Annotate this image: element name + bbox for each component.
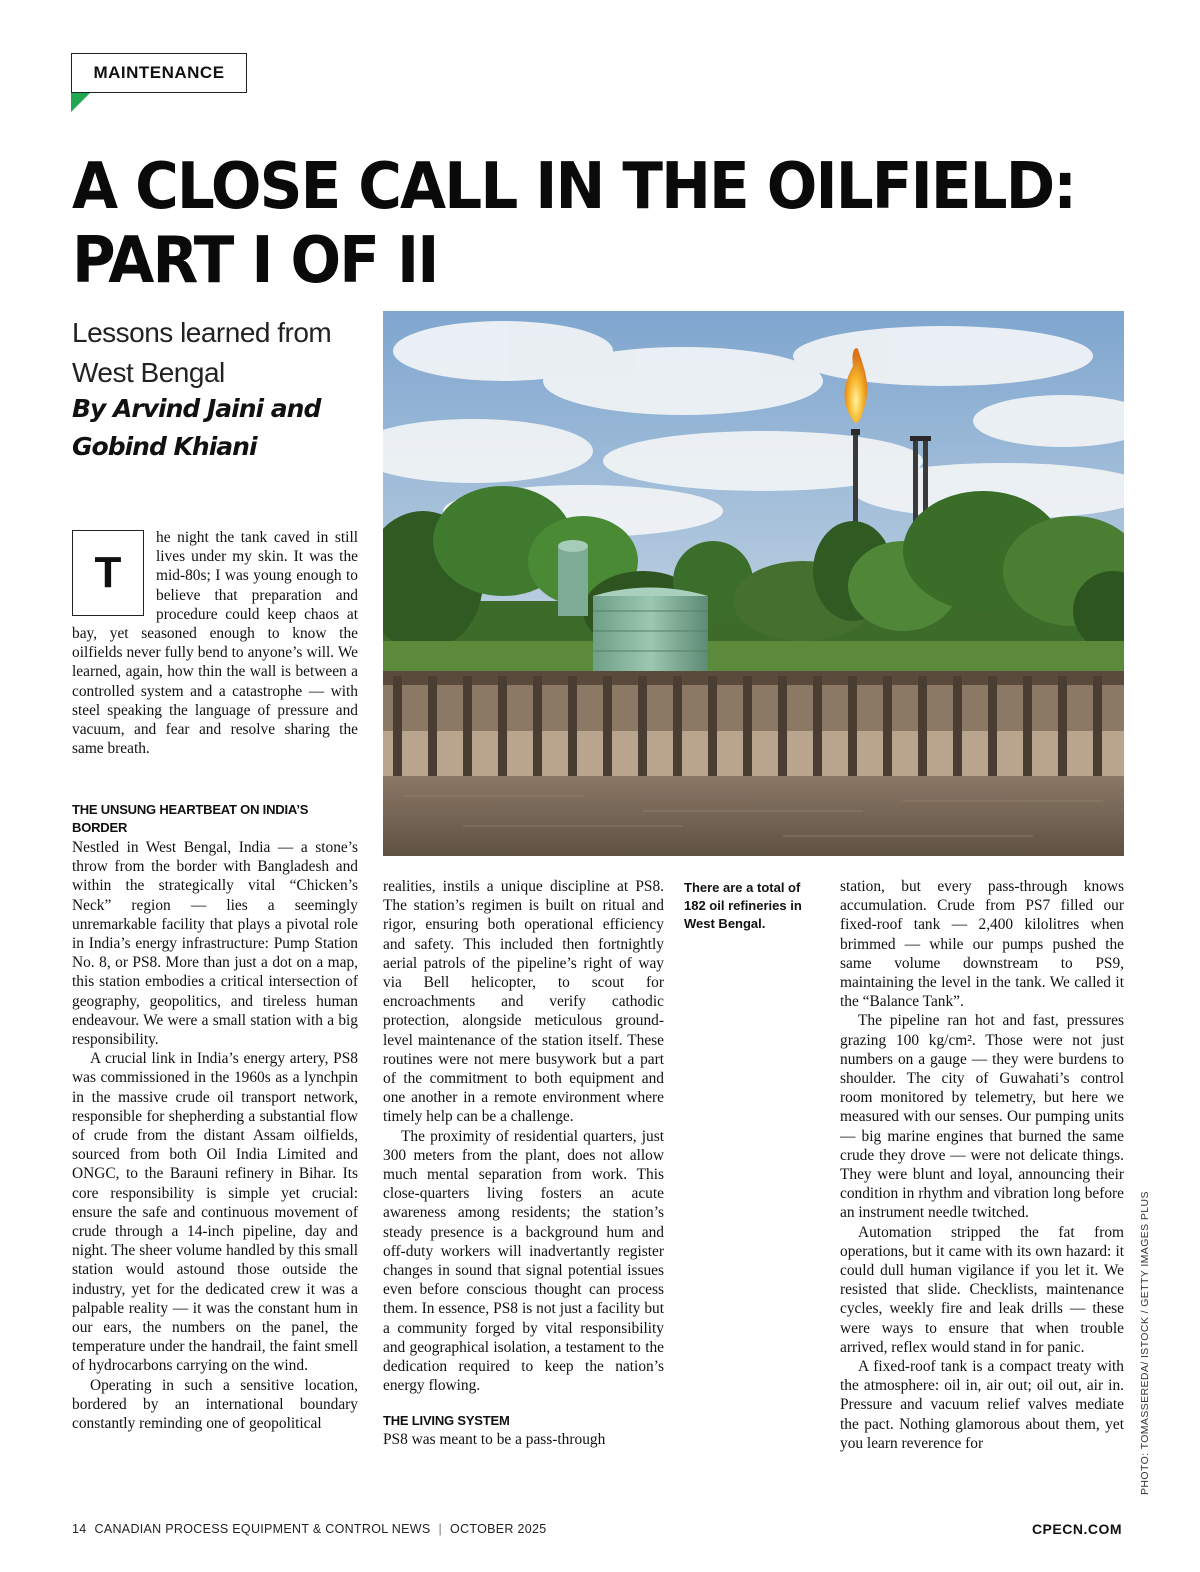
headline-line-1: A CLOSE CALL IN THE OILFIELD: xyxy=(72,150,1076,224)
photo-caption: There are a total of 182 oil refineries in West Bengal. xyxy=(684,880,802,931)
pier-posts xyxy=(393,676,1102,781)
paragraph: A crucial link in India’s energy artery, PS8 was commissioned in the 1960s as a lynchpin in the massive crude oil transport network, responsible for shepherding a substantial flow of crude from the distant Assam oilfields, sourced from both Oil India Limited and ONGC, to the Barauni refinery in Bihar. Its core responsibility is simple yet crucial: ensure the safe and continuous movement of crude through a 14-inch pipeline, day and night. The sheer volume handled by this small station would astound those outside the industry, yet for the dedicated crew it was a palpable reality — it was the constant hum in our ears, the numbers on the panel, the temperature under the handrail, the faint smell of hydrocarbons carrying on the wind. xyxy=(72,1050,358,1375)
photo-credit: PHOTO: TOMASSEREDA/ ISTOCK / GETTY IMAGES PLUS xyxy=(1139,1191,1151,1495)
section-heading-living-system: THE LIVING SYSTEM xyxy=(383,1413,510,1429)
oil-station-illustration xyxy=(383,311,1124,856)
intro-paragraph xyxy=(72,528,358,758)
page-number: 14 xyxy=(72,1522,87,1536)
section-heading-border: THE UNSUNG HEARTBEAT ON INDIA’S BORDER xyxy=(72,802,309,835)
paragraph: PS8 was meant to be a pass-through xyxy=(383,1431,606,1449)
issue-date: OCTOBER 2025 xyxy=(450,1522,547,1536)
drop-cap: T xyxy=(72,530,144,616)
footer-separator: | xyxy=(438,1522,443,1536)
paragraph: realities, instils a unique discipline at PS8. The station’s regimen is built on ritual and rigor, ensuring both operational efficiency and safety. This included then fortnightly aerial patrols of the pipeline’s right of way via Bell helicopter, to scout for encroachments and verify cathodic protection, alongside meticulous ground-level maintenance of the station itself. These routines were not mere busywork but a part of the commitment to both equipment and one another in a remote environment where timely help can be a challenge. xyxy=(383,878,664,1126)
article-column-2 xyxy=(383,877,664,1502)
paragraph: Automation stripped the fat from operations, but it came with its own hazard: it could dull human vigilance if you let it. We resisted that slide. Checklists, maintenance cycles, weekly fire and leak drills — these were ways to ensure that when trouble arrived, reflex would stand in for panic. xyxy=(840,1223,1124,1356)
footer-left xyxy=(72,1522,547,1536)
paragraph: A fixed-roof tank is a compact treaty with the atmosphere: oil in, air out; oil out, air in. Pressure and vacuum relief valves mediate the pact. Nothing glamorous about them, yet you learn reverence for xyxy=(840,1358,1124,1452)
headline xyxy=(72,150,1086,298)
article-column-3 xyxy=(840,877,1124,1502)
paragraph: station, but every pass-through knows accumulation. Crude from PS7 filled our fixed-roof tank — 2,400 kilolitres when brimmed — while our pumps pushed the same volume downstream to PS9, maintaining the level in the tank. We called it the “Balance Tank”. xyxy=(840,878,1124,1011)
paragraph: The proximity of residential quarters, just 300 meters from the plant, does not allow much mental separation from work. This close-quarters living fosters an acute awareness among residents; the station’s steady presence is a background hum and off-duty workers will inadvertantly register changes in sound that signal potential issues even before conscious thought can process them. In essence, PS8 is not just a facility but a community forged by vital responsibility and geographical isolation, a testament to the dedication required to keep the nation’s energy flowing. xyxy=(383,1127,664,1395)
paragraph: Nestled in West Bengal, India — a stone’s throw from the border with Bangladesh and within the strategically vital “Chicken’s Neck” region — lies a seemingly unremarkable facility that plays a pivotal role in India’s energy infrastructure: Pump Station No. 8, or PS8. More than just a dot on a map, this station embodies a critical intersection of geography, geopolitics, and tireless human endeavour. We were a small station with a big responsibility. xyxy=(72,839,358,1049)
paragraph: The pipeline ran hot and fast, pressures grazing 100 kg/cm². Those were not just numbers on a gauge — they were burdens to shoulder. The city of Guwahati’s control room monitored by telemetry, but here we measured with our senses. Our pumping units — big marine engines that burned the same crude they drove — were not delicate things. They were blunt and loyal, announcing their condition in rhythm and vibration long before an instrument needle twitched. xyxy=(840,1012,1124,1222)
headline-line-2: PART I OF II xyxy=(72,224,438,298)
paragraph: Operating in such a sensitive location, bordered by an international boundary constantly reminding one of geopolitical xyxy=(72,1376,358,1433)
section-tag-flag xyxy=(71,93,90,112)
publication-name: CANADIAN PROCESS EQUIPMENT & CONTROL NEWS xyxy=(94,1522,431,1536)
pier-wall xyxy=(383,671,1124,781)
intro-text: he night the tank caved in still lives under my skin. It was the mid-80s; I was young enough to believe that preparation and procedure could keep chaos at bay, yet seasoned enough to know the oilfields never fully bend to anyone’s will. We learned, again, how thin the wall is between a controlled system and a catastrophe — with steel speaking the language of pressure and vacuum, and fear and resolve sharing the same breath. xyxy=(72,529,358,758)
website-link[interactable]: CPECN.COM xyxy=(1031,1521,1122,1537)
deck: Lessons learned from West Bengal xyxy=(72,317,332,388)
river-water xyxy=(383,776,1124,856)
article-column-1 xyxy=(72,838,358,1494)
hero-photo xyxy=(383,311,1124,856)
byline: By Arvind Jaini and Gobind Khiani xyxy=(72,394,321,461)
section-tag: MAINTENANCE xyxy=(71,53,247,93)
